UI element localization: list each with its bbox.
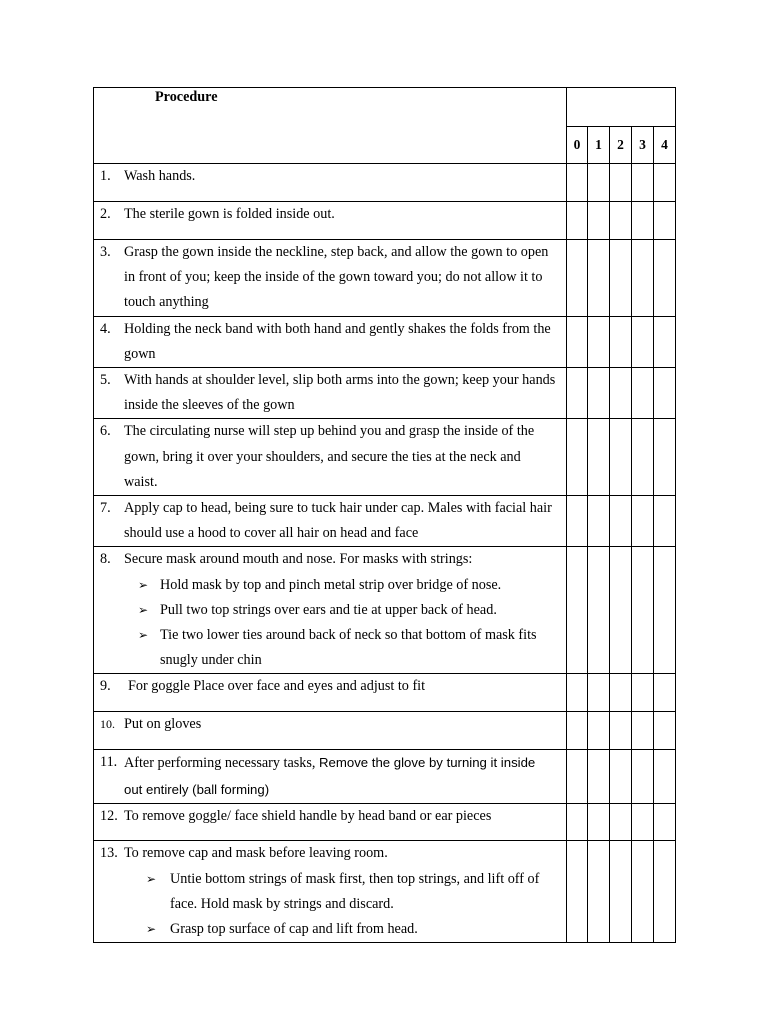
step-row-12 xyxy=(94,804,676,841)
step-cell xyxy=(94,164,567,202)
arrow-bullet-icon: ➢ xyxy=(146,871,157,886)
sub-step: ➢ Hold mask by top and pinch metal strip over bridge of nose. xyxy=(124,573,556,598)
score-cell-0[interactable] xyxy=(567,712,588,750)
step-number: 2. xyxy=(100,206,111,222)
sub-step: ➢ Tie two lower ties around back of neck so that bottom of mask fits snugly under chin xyxy=(124,623,556,673)
sub-step: ➢ Pull two top strings over ears and tie at upper back of head. xyxy=(124,598,556,623)
score-cell-3[interactable] xyxy=(632,674,654,712)
step-row-10 xyxy=(94,712,676,750)
score-cell-2[interactable] xyxy=(610,202,632,240)
score-cell-2[interactable] xyxy=(610,712,632,750)
step-cell xyxy=(94,368,567,419)
step-number: 11. xyxy=(100,754,118,771)
score-cell-1[interactable] xyxy=(588,202,610,240)
step-row-13 xyxy=(94,841,676,943)
step-text: The circulating nurse will step up behind you and grasp the inside of the gown, bring it over your shoulders, and secure the ties at the neck and waist. xyxy=(124,423,535,490)
score-cell-2[interactable] xyxy=(610,804,632,841)
score-cell-4[interactable] xyxy=(654,547,676,674)
score-cell-2[interactable] xyxy=(610,316,632,367)
step-number: 5. xyxy=(100,372,111,389)
score-cell-3[interactable] xyxy=(632,419,654,496)
score-cell-3[interactable] xyxy=(632,368,654,419)
score-header-blank xyxy=(567,88,676,127)
score-cell-0[interactable] xyxy=(567,202,588,240)
score-header-3: 3 xyxy=(632,127,654,164)
step-row-4 xyxy=(94,316,676,367)
arrow-bullet-icon: ➢ xyxy=(138,577,149,592)
score-cell-2[interactable] xyxy=(610,750,632,804)
step-cell xyxy=(94,316,567,367)
step-text: To remove cap and mask before leaving room. xyxy=(124,845,388,862)
score-cell-4[interactable] xyxy=(654,202,676,240)
score-cell-4[interactable] xyxy=(654,712,676,750)
step-row-7 xyxy=(94,496,676,547)
step-text: Grasp the gown inside the neckline, step back, and allow the gown to open in front of you; keep the inside of the gown toward you; do not allow it to touch anything xyxy=(124,244,549,311)
score-cell-4[interactable] xyxy=(654,674,676,712)
score-cell-1[interactable] xyxy=(588,496,610,547)
score-cell-3[interactable] xyxy=(632,712,654,750)
arrow-bullet-icon: ➢ xyxy=(138,628,149,643)
step-number: 12. xyxy=(100,808,118,825)
header-row-top xyxy=(94,88,676,127)
score-cell-2[interactable] xyxy=(610,164,632,202)
step-cell xyxy=(94,841,567,943)
score-cell-1[interactable] xyxy=(588,712,610,750)
step-row-6 xyxy=(94,419,676,496)
score-cell-3[interactable] xyxy=(632,164,654,202)
step-cell xyxy=(94,712,567,750)
score-cell-0[interactable] xyxy=(567,674,588,712)
score-cell-0[interactable] xyxy=(567,547,588,674)
step-text: The sterile gown is folded inside out. xyxy=(124,206,335,222)
step-cell xyxy=(94,674,567,712)
step-number: 9. xyxy=(100,678,111,695)
step-row-5 xyxy=(94,368,676,419)
score-cell-4[interactable] xyxy=(654,164,676,202)
score-cell-0[interactable] xyxy=(567,164,588,202)
score-cell-0[interactable] xyxy=(567,496,588,547)
procedure-header: Procedure xyxy=(94,88,567,164)
score-cell-4[interactable] xyxy=(654,368,676,419)
score-cell-1[interactable] xyxy=(588,164,610,202)
score-cell-3[interactable] xyxy=(632,496,654,547)
step-text: Apply cap to head, being sure to tuck hair under cap. Males with facial hair should use a hood to cover all hair on head and face xyxy=(124,500,552,542)
score-cell-2[interactable] xyxy=(610,419,632,496)
step-number: 6. xyxy=(100,423,111,440)
step-cell xyxy=(94,750,567,804)
score-cell-0[interactable] xyxy=(567,804,588,841)
step-text: Wash hands. xyxy=(124,168,196,184)
step-row-1 xyxy=(94,164,676,202)
score-cell-1[interactable] xyxy=(588,841,610,943)
sub-step-list xyxy=(124,573,556,674)
step-text: With hands at shoulder level, slip both arms into the gown; keep your hands inside the sleeves of the gown xyxy=(124,372,556,414)
step-number: 8. xyxy=(100,551,111,568)
score-cell-4[interactable] xyxy=(654,316,676,367)
score-cell-3[interactable] xyxy=(632,547,654,674)
score-cell-3[interactable] xyxy=(632,804,654,841)
score-cell-0[interactable] xyxy=(567,316,588,367)
procedure-checklist-table xyxy=(93,87,676,943)
score-cell-2[interactable] xyxy=(610,674,632,712)
step-text: For goggle Place over face and eyes and adjust to fit xyxy=(128,678,426,695)
step-row-2 xyxy=(94,202,676,240)
step-row-8 xyxy=(94,547,676,674)
score-header-4: 4 xyxy=(654,127,676,164)
step-cell xyxy=(94,804,567,841)
score-cell-4[interactable] xyxy=(654,750,676,804)
score-cell-4[interactable] xyxy=(654,804,676,841)
score-cell-1[interactable] xyxy=(588,674,610,712)
score-cell-4[interactable] xyxy=(654,841,676,943)
score-cell-1[interactable] xyxy=(588,547,610,674)
step-text: To remove goggle/ face shield handle by head band or ear pieces xyxy=(124,808,492,825)
score-cell-3[interactable] xyxy=(632,316,654,367)
score-cell-0[interactable] xyxy=(567,240,588,317)
score-cell-2[interactable] xyxy=(610,841,632,943)
step-row-11 xyxy=(94,750,676,804)
step-text: Secure mask around mouth and nose. For masks with strings: xyxy=(124,551,473,568)
step-text: Holding the neck band with both hand and gently shakes the folds from the gown xyxy=(124,320,551,362)
score-cell-2[interactable] xyxy=(610,240,632,317)
score-cell-0[interactable] xyxy=(567,368,588,419)
sub-step: ➢ Untie bottom strings of mask first, then top strings, and lift off of face. Hold mask by strings and discard. xyxy=(124,867,556,917)
score-cell-4[interactable] xyxy=(654,496,676,547)
step-text-tail: Remove the glove by turning it inside out entirely (ball forming) xyxy=(124,755,536,797)
score-header-0: 0 xyxy=(567,127,588,164)
step-cell xyxy=(94,496,567,547)
score-cell-1[interactable] xyxy=(588,316,610,367)
score-cell-1[interactable] xyxy=(588,804,610,841)
score-cell-1[interactable] xyxy=(588,750,610,804)
score-cell-3[interactable] xyxy=(632,240,654,317)
sub-step-list xyxy=(124,867,556,943)
score-cell-1[interactable] xyxy=(588,368,610,419)
score-cell-1[interactable] xyxy=(588,240,610,317)
score-cell-4[interactable] xyxy=(654,419,676,496)
step-cell xyxy=(94,202,567,240)
score-header-1: 1 xyxy=(588,127,610,164)
score-cell-0[interactable] xyxy=(567,419,588,496)
score-cell-1[interactable] xyxy=(588,419,610,496)
step-number: 3. xyxy=(100,244,111,260)
step-number: 7. xyxy=(100,500,111,517)
score-cell-0[interactable] xyxy=(567,750,588,804)
score-header-2: 2 xyxy=(610,127,632,164)
score-cell-3[interactable] xyxy=(632,841,654,943)
step-number: 13. xyxy=(100,845,118,862)
arrow-bullet-icon: ➢ xyxy=(146,922,157,937)
score-cell-4[interactable] xyxy=(654,240,676,317)
score-cell-0[interactable] xyxy=(567,841,588,943)
step-number: 1. xyxy=(100,168,111,184)
score-cell-2[interactable] xyxy=(610,547,632,674)
step-cell xyxy=(94,547,567,674)
step-text: After performing necessary tasks, xyxy=(124,755,320,772)
step-cell xyxy=(94,419,567,496)
step-number: 4. xyxy=(100,320,111,337)
score-cell-2[interactable] xyxy=(610,496,632,547)
step-row-9 xyxy=(94,674,676,712)
arrow-bullet-icon: ➢ xyxy=(138,602,149,617)
score-cell-3[interactable] xyxy=(632,202,654,240)
step-number: 10. xyxy=(100,717,115,732)
step-text: Put on gloves xyxy=(124,716,202,733)
score-cell-2[interactable] xyxy=(610,368,632,419)
step-cell xyxy=(94,240,567,317)
step-row-3 xyxy=(94,240,676,317)
score-cell-3[interactable] xyxy=(632,750,654,804)
sub-step: ➢ Grasp top surface of cap and lift from head. xyxy=(124,917,556,942)
